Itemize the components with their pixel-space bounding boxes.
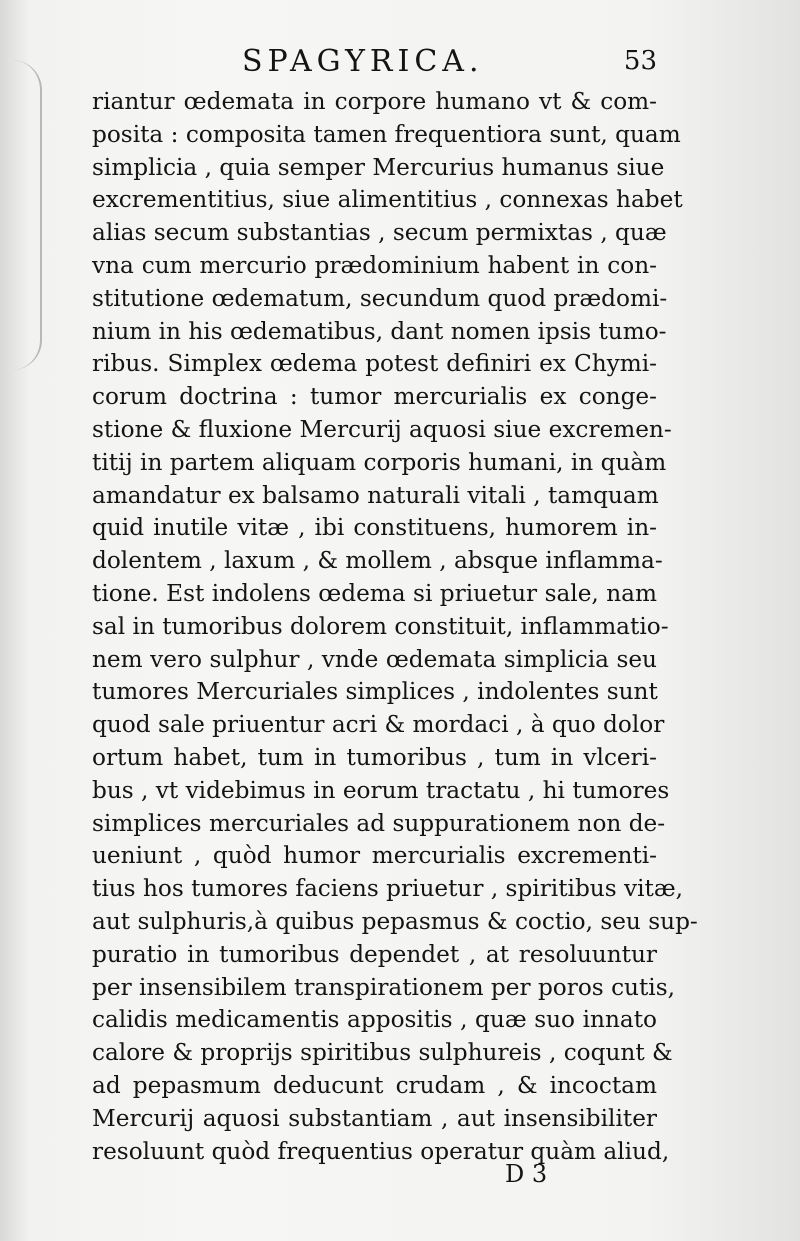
text-line: dolentem , laxum , & mollem , absque inflamma- [92,547,663,575]
text-line: tius hos tumores faciens priuetur , spiritibus vitæ, [92,875,683,903]
body-text [92,86,698,1168]
text-line: excrementitius, siue alimentitius , connexas habet [92,186,683,214]
text-line: quid inutile vitæ , ibi constituens, humorem in- [92,514,657,542]
text-line: amandatur ex balsamo naturali vitali , tamquam [92,481,659,509]
text-line: ad pepasmum deducunt crudam , & incoctam [92,1071,657,1099]
text-line: calidis medicamentis appositis , quæ suo innato [92,1006,657,1034]
text-line: sal in tumoribus dolorem constituit, inflammatio- [92,612,669,640]
text-line: titij in partem aliquam corporis humani, in quàm [92,448,667,476]
text-line: aut sulphuris,à quibus pepasmus & coctio, seu sup- [92,907,698,935]
text-line: calore & proprijs spiritibus sulphureis , coqunt & [92,1039,673,1067]
text-line: resoluunt quòd frequentius operatur quàm aliud, [92,1137,670,1165]
text-line: simplicia , quia semper Mercurius humanus siue [92,153,665,181]
text-line: stitutione œdematum, secundum quod prædomi- [92,284,668,312]
text-line: tumores Mercuriales simplices , indolentes sunt [92,678,658,706]
text-line: tione. Est indolens œdema si priuetur sale, nam [92,579,657,607]
text-line: nem vero sulphur , vnde œdemata simplicia seu [92,645,657,673]
text-line: bus , vt videbimus in eorum tractatu , hi tumores [92,776,670,804]
running-header [92,44,657,84]
text-line: ribus. Simplex œdema potest definiri ex Chymi- [92,350,657,378]
text-line: alias secum substantias , secum permixtas , quæ [92,219,667,247]
text-line: per insensibilem transpirationem per poros cutis, [92,973,675,1001]
text-line: nium in his œdematibus, dant nomen ipsis tumo- [92,317,667,345]
text-line: ortum habet, tum in tumoribus , tum in vlceri- [92,743,657,771]
signature-mark: D 3 [505,1160,548,1188]
text-line: riantur œdemata in corpore humano vt & com- [92,88,657,115]
text-line: stione & fluxione Mercurij aquosi siue excremen- [92,415,672,443]
page-fold-shadow [0,60,42,370]
text-line: vna cum mercurio prædominium habent in con- [92,251,657,279]
text-line: ueniunt , quòd humor mercurialis excrementi- [92,842,657,870]
text-line: Mercurij aquosi substantiam , aut insensibiliter [92,1104,657,1132]
text-line: corum doctrina : tumor mercurialis ex conge- [92,383,657,411]
text-line: posita : composita tamen frequentiora sunt, quam [92,120,681,148]
text-line: puratio in tumoribus dependet , at resoluuntur [92,940,657,968]
text-line: simplices mercuriales ad suppurationem non de- [92,809,666,837]
page-number: 53 [623,46,657,76]
running-title: SPAGYRICA. [242,44,484,79]
text-line: quod sale priuentur acri & mordaci , à quo dolor [92,711,665,739]
